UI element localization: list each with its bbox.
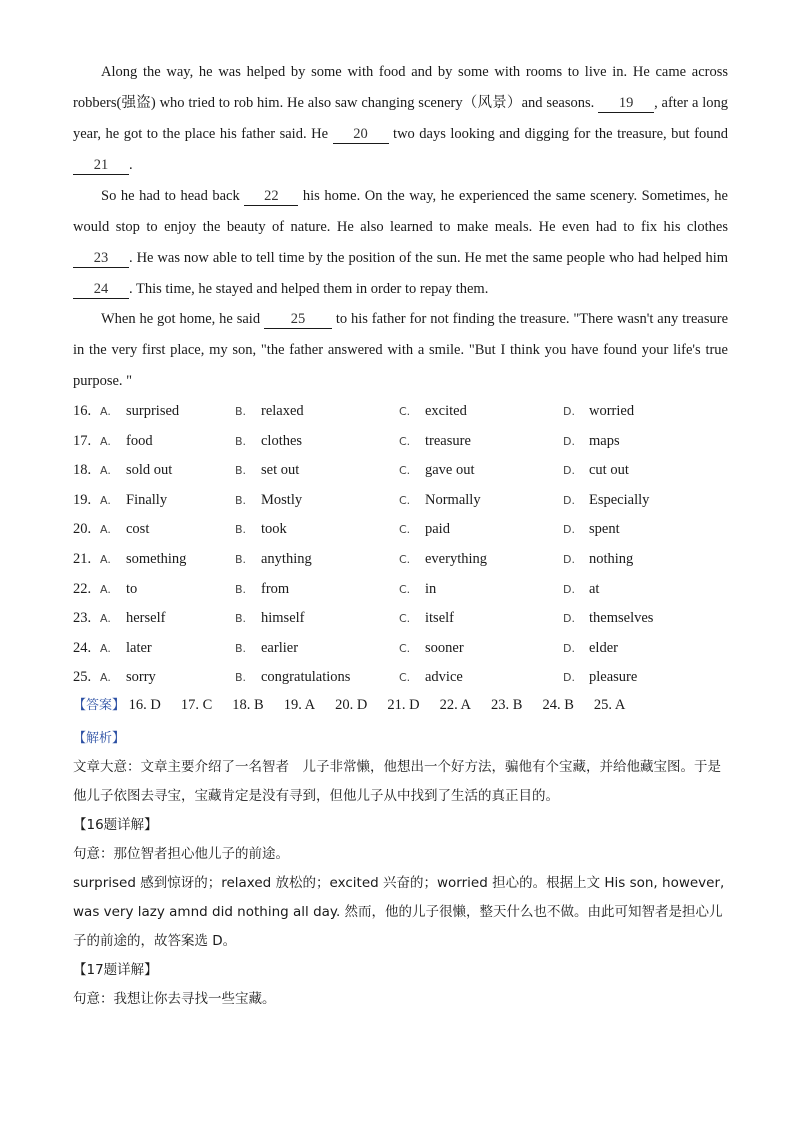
passage-paragraph-1 [73, 57, 728, 181]
option-text: Mostly [261, 491, 303, 508]
q16-explanation: surprised 感到惊讶的；relaxed 放松的；excited 兴奋的；worried 担心的。根据上文 His son, however, was very lazy amnd did nothing all day. 然而，他的儿子很懒，整天什么也不做。由此可知智者是担心儿子的前途的，故答案选 D。 [73, 875, 725, 949]
answer-item: 17. C [180, 697, 213, 713]
passage-text: Along the way, he was helped by some with food and by some with rooms to live in. He came across robbers(强盗) who tried to rob him. He also saw changing scenery（风景）and seasons. [73, 64, 728, 111]
passage-text: So he had to head back [101, 188, 240, 204]
option-choice [563, 546, 633, 573]
passage-text: , after a long year, he got to the place his father said. He [73, 95, 728, 142]
option-text: earlier [261, 639, 299, 656]
option-letter: D. [563, 493, 575, 507]
option-text: to [126, 580, 138, 597]
passage-paragraph-2 [73, 181, 728, 305]
blank-21: 21 [73, 156, 129, 175]
option-text: sold out [126, 462, 173, 479]
option-choice [235, 546, 312, 573]
option-letter: A. [100, 552, 111, 566]
option-letter: D. [563, 464, 575, 478]
option-choice [235, 428, 302, 455]
option-choice [100, 576, 137, 603]
option-choice [100, 605, 165, 632]
answer-item: 22. A [439, 697, 472, 713]
option-choice [100, 546, 186, 573]
option-choice [563, 516, 620, 543]
q17-title: 【17题详解】 [73, 962, 158, 978]
option-letter: D. [563, 641, 575, 655]
option-choice [235, 398, 304, 425]
option-letter: B. [235, 493, 247, 507]
option-row [73, 576, 733, 606]
option-letter: B. [235, 552, 247, 566]
option-text: cost [126, 521, 150, 538]
option-choice [399, 664, 463, 691]
option-text: himself [261, 610, 305, 627]
option-choice [235, 516, 287, 543]
option-choice [563, 576, 599, 603]
option-letter: A. [100, 612, 111, 626]
answer-line [73, 694, 645, 714]
option-text: took [261, 521, 287, 538]
passage-paragraph-3 [73, 304, 728, 397]
option-choice [399, 487, 481, 514]
option-letter: D. [563, 671, 575, 685]
option-choice [563, 428, 620, 455]
blank-24: 24 [73, 280, 129, 299]
option-letter: B. [235, 582, 247, 596]
option-choice [563, 635, 618, 662]
option-row [73, 398, 733, 428]
option-choice [100, 487, 167, 514]
option-text: pleasure [589, 669, 638, 686]
option-letter: A. [100, 434, 111, 448]
option-letter: A. [100, 405, 111, 418]
q16-meaning: 句意：那位智者担心他儿子的前途。 [73, 846, 289, 862]
option-letter: B. [235, 641, 247, 655]
option-letter: B. [235, 405, 247, 418]
option-choice [235, 635, 298, 662]
option-text: Especially [589, 491, 650, 508]
option-text: cut out [589, 462, 629, 479]
passage-text: . [129, 157, 133, 173]
passage-text: to his father for not finding the treasure. "There wasn't any treasure in the very first place, my son, "the father answered with a smile. "But I think you have found your life's true purpose. " [73, 311, 729, 389]
answer-label: 【答案】 [73, 698, 126, 713]
option-choice [100, 398, 179, 425]
option-choice [399, 576, 436, 603]
option-text: excited [425, 403, 467, 419]
option-letter: C. [399, 612, 411, 626]
option-letter: B. [235, 434, 247, 448]
passage-text: his home. On the way, he experienced the same scenery. Sometimes, he would stop to enjoy the beauty of nature. He also learned to make meals. He even had to fix his clothes [73, 188, 728, 235]
option-text: maps [589, 432, 620, 449]
option-text: nothing [589, 550, 634, 567]
option-choice [563, 605, 653, 632]
option-text: everything [425, 550, 488, 567]
option-letter: C. [399, 493, 411, 507]
option-text: spent [589, 521, 620, 538]
answer-item: 20. D [335, 697, 368, 713]
option-text: clothes [261, 432, 303, 449]
option-letter: C. [399, 464, 411, 478]
option-choice [399, 546, 487, 573]
option-text: from [261, 580, 290, 597]
option-choice [100, 516, 149, 543]
answer-item: 19. A [283, 697, 316, 713]
question-number: 16. [73, 403, 92, 419]
option-letter: D. [563, 523, 575, 537]
option-text: congratulations [261, 669, 351, 686]
options-list [73, 398, 733, 694]
option-text: sooner [425, 639, 464, 656]
answer-item: 16. D [128, 697, 161, 713]
option-choice [399, 428, 471, 455]
option-letter: D. [563, 612, 575, 626]
option-letter: A. [100, 641, 111, 655]
question-number: 18. [73, 462, 92, 479]
option-text: in [425, 580, 437, 597]
option-choice [399, 605, 454, 632]
option-choice [100, 635, 152, 662]
option-choice [235, 664, 350, 691]
question-number: 25. [73, 669, 92, 686]
option-text: relaxed [261, 403, 304, 419]
option-letter: A. [100, 464, 111, 478]
question-number: 17. [73, 432, 92, 449]
question-number: 24. [73, 639, 92, 656]
option-letter: A. [100, 493, 111, 507]
option-choice [235, 576, 289, 603]
option-choice [235, 457, 299, 484]
answer-item: 21. D [387, 697, 420, 713]
q16-title: 【16题详解】 [73, 817, 158, 833]
option-choice [100, 428, 153, 455]
analysis-section [73, 724, 733, 1014]
option-text: Normally [425, 491, 481, 508]
question-number: 20. [73, 521, 92, 538]
q17-meaning: 句意：我想让你去寻找一些宝藏。 [73, 991, 276, 1007]
option-text: Finally [126, 491, 168, 508]
passage-text: When he got home, he said [101, 311, 261, 327]
option-letter: A. [100, 671, 111, 685]
option-choice [563, 487, 649, 514]
option-row [73, 457, 733, 487]
option-letter: A. [100, 582, 111, 596]
blank-19: 19 [598, 94, 654, 113]
option-choice [235, 605, 305, 632]
option-letter: B. [235, 612, 247, 626]
option-text: something [126, 550, 187, 567]
option-text: advice [425, 669, 463, 686]
option-letter: B. [235, 464, 247, 478]
option-letter: C. [399, 671, 411, 685]
option-text: treasure [425, 432, 471, 449]
option-text: set out [261, 462, 300, 479]
option-letter: B. [235, 671, 247, 685]
option-letter: D. [563, 405, 575, 418]
option-choice [563, 664, 637, 691]
blank-25: 25 [264, 310, 332, 329]
option-row [73, 487, 733, 517]
option-text: food [126, 432, 153, 449]
option-text: sorry [126, 669, 156, 686]
answer-item: 24. B [542, 697, 574, 713]
option-text: gave out [425, 462, 475, 479]
blank-23: 23 [73, 249, 129, 268]
option-choice [399, 516, 450, 543]
answer-item: 25. A [593, 697, 626, 713]
option-row [73, 605, 733, 635]
answer-item: 23. B [491, 697, 523, 713]
option-row [73, 516, 733, 546]
option-text: anything [261, 550, 312, 567]
option-letter: C. [399, 405, 411, 418]
option-text: themselves [589, 610, 654, 627]
option-letter: D. [563, 552, 575, 566]
option-row [73, 664, 733, 694]
question-number: 22. [73, 580, 92, 597]
option-letter: C. [399, 641, 411, 655]
blank-20: 20 [333, 125, 389, 144]
option-choice [563, 457, 629, 484]
option-choice [100, 664, 156, 691]
option-text: herself [126, 610, 166, 627]
option-text: surprised [126, 403, 180, 419]
option-choice [399, 457, 475, 484]
analysis-label: 【解析】 [73, 731, 126, 746]
passage-text: . This time, he stayed and helped them in order to repay them. [129, 281, 489, 297]
passage-text: . He was now able to tell time by the position of the sun. He met the same people who had helped him [129, 250, 728, 266]
option-letter: C. [399, 523, 411, 537]
option-text: paid [425, 521, 450, 538]
option-letter: C. [399, 434, 411, 448]
option-text: itself [425, 610, 454, 627]
option-row [73, 635, 733, 665]
answer-items [129, 697, 646, 713]
option-choice [399, 398, 467, 425]
option-letter: D. [563, 434, 575, 448]
option-letter: D. [563, 582, 575, 596]
option-choice [100, 457, 172, 484]
option-choice [563, 398, 634, 425]
analysis-summary: 文章大意：文章主要介绍了一名智者 儿子非常懒，他想出一个好方法，骗他有个宝藏，并给他藏宝图。于是他儿子依图去寻宝，宝藏肯定是没有寻到，但他儿子从中找到了生活的真正目的。 [73, 759, 721, 804]
option-letter: B. [235, 523, 247, 537]
option-row [73, 428, 733, 458]
option-letter: C. [399, 582, 411, 596]
question-number: 21. [73, 550, 92, 567]
question-number: 19. [73, 491, 92, 508]
option-row [73, 546, 733, 576]
option-text: worried [589, 403, 635, 419]
blank-22: 22 [244, 187, 298, 206]
option-choice [235, 487, 302, 514]
passage-text: two days looking and digging for the treasure, but found [393, 126, 729, 142]
option-text: at [589, 580, 600, 597]
option-text: later [126, 639, 152, 656]
option-choice [399, 635, 464, 662]
question-number: 23. [73, 610, 92, 627]
option-text: elder [589, 639, 618, 656]
answer-item: 18. B [232, 697, 264, 713]
option-letter: C. [399, 552, 411, 566]
option-letter: A. [100, 523, 111, 537]
